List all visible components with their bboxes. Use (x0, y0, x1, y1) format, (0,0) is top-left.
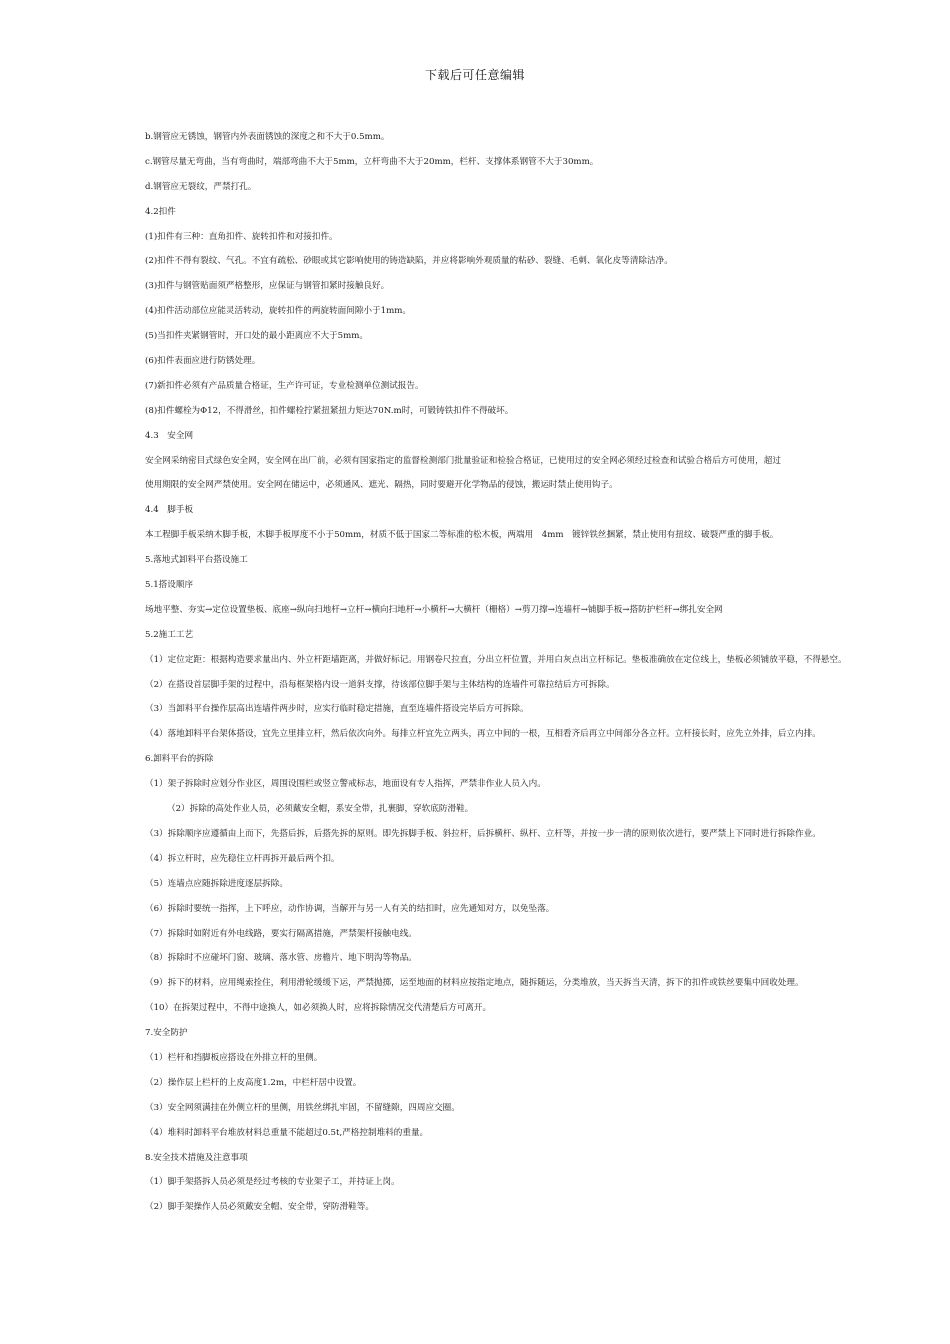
text-line: （2）操作层上栏杆的上皮高度1.2m，中栏杆居中设置。 (145, 1077, 362, 1088)
section-heading: 4.3 安全网 (145, 430, 194, 441)
section-heading: 8.安全技术措施及注意事项 (145, 1152, 248, 1163)
page-header: 下载后可任意编辑 (424, 68, 525, 82)
text-line: （6）拆除时要统一指挥，上下呼应，动作协调，当解开与另一人有关的结扣时，应先通知对方，以免坠落。 (145, 903, 555, 914)
text-line: （2）拆除的高处作业人员，必须戴安全帽，系安全带，扎裹脚，穿软底防滑鞋。 (167, 804, 474, 815)
text-line: (5)当扣件夹紧钢管时，开口处的最小距离应不大于5mm。 (145, 331, 369, 342)
text-line: （2）在搭设首层脚手架的过程中，沿每框架格内设一道斜支撑，待该部位脚手架与主体结构的连墙件可靠拉结后方可拆除。 (145, 679, 615, 690)
text-line: 使用期限的安全网严禁使用。安全网在储运中，必须通风、遮光、隔热，同时要避开化学物品的侵蚀，搬运时禁止使用钩子。 (145, 480, 618, 491)
text-line: （4）落地卸料平台架体搭设，宜先立里排立杆，然后依次向外。每排立杆宜先立两头，再立中间的一根，互相看齐后再立中间部分各立杆。立杆接长时，应先立外排，后立内排。 (145, 729, 821, 740)
section-heading: 5.1搭设顺序 (145, 580, 194, 591)
text-line: （4）拆立杆时，应先稳住立杆再拆开最后两个扣。 (145, 853, 340, 864)
text-line: （4）堆料时卸料平台堆放材料总重量不能超过0.5t,严格控制堆料的重量。 (145, 1127, 429, 1138)
text-line: 场地平整、夯实→定位设置垫板、底座→纵向扫地杆→立杆→横向扫地杆→小横杆→大横杆（栅格）→剪刀撑→连墙杆→铺脚手板→搭防护栏杆→绑扎安全网 (145, 604, 723, 615)
section-heading: 4.4 脚手板 (145, 505, 194, 516)
section-heading: 5.2施工工艺 (145, 629, 194, 640)
text-line: （9）拆下的材料，应用绳索拴住，利用滑轮缓缓下运，严禁抛掷，运至地面的材料应按指定地点，随拆随运，分类堆放，当天拆当天清，拆下的扣件或铁丝要集中回收处理。 (145, 978, 804, 989)
text-line: （1）定位定距：根据构造要求量出内、外立杆距墙距离，并做好标记。用钢卷尺拉直，分出立杆位置，并用白灰点出立杆标记。垫板准确放在定位线上，垫板必须铺放平稳，不得悬空。 (145, 654, 847, 665)
text-line: d.钢管应无裂纹，严禁打孔。 (145, 181, 257, 192)
body-text (145, 132, 945, 1227)
section-heading: 7.安全防护 (145, 1028, 188, 1039)
text-line: c.钢管尽量无弯曲，当有弯曲时，端部弯曲不大于5mm，立杆弯曲不大于20mm，栏杆、支撑体系钢管不大于30mm。 (145, 156, 599, 167)
text-line: （2）脚手架操作人员必须戴安全帽、安全带，穿防滑鞋等。 (145, 1202, 374, 1213)
section-heading: 4.2扣件 (145, 206, 176, 217)
text-line: (1)扣件有三种：直角扣件、旋转扣件和对接扣件。 (145, 231, 338, 242)
text-line: （8）拆除时不应碰坏门窗、玻璃、落水管、房檐片、地下明沟等物品。 (145, 953, 417, 964)
text-line: （7）拆除时如附近有外电线路，要实行隔离措施，严禁架杆接触电线。 (145, 928, 417, 939)
text-line: (7)新扣件必须有产品质量合格证，生产许可证，专业检测单位测试报告。 (145, 380, 424, 391)
text-line: (6)扣件表面应进行防锈处理。 (145, 356, 261, 367)
text-line: （1）栏杆和挡脚板应搭设在外排立杆的里侧。 (145, 1052, 323, 1063)
text-line: （1）架子拆除时应划分作业区，周围设围栏或竖立警戒标志，地面设有专人指挥，严禁非作业人员入内。 (145, 779, 546, 790)
text-line: （10）在拆架过程中，不得中途换人，如必须换人时，应将拆除情况交代清楚后方可离开。 (145, 1003, 492, 1014)
text-line: (4)扣件活动部位应能灵活转动，旋转扣件的两旋转面间隙小于1mm。 (145, 306, 411, 317)
text-line: b.钢管应无锈蚀，钢管内外表面锈蚀的深度之和不大于0.5mm。 (145, 132, 390, 142)
text-line: (2)扣件不得有裂纹、气孔。不宜有疏松、砂眼或其它影响使用的铸造缺陷，并应将影响外观质量的粘砂、裂缝、毛刺、氧化皮等清除洁净。 (145, 256, 673, 267)
section-heading: 6.卸料平台的拆除 (145, 754, 214, 765)
text-line: （3）安全网须满挂在外侧立杆的里侧，用铁丝绑扎牢固，不留缝隙，四周应交圈。 (145, 1102, 460, 1113)
text-line: （1）脚手架搭拆人员必须是经过考核的专业架子工，并持证上岗。 (145, 1177, 400, 1188)
text-line: 本工程脚手板采纳木脚手板，木脚手板厚度不小于50mm，材质不低于国家二等标准的松木板，两端用 4mm 镀锌铁丝捆紧，禁止使用有扭纹、破裂严重的脚手板。 (145, 530, 779, 541)
text-line: (3)扣件与钢管贴面须严格整形，应保证与钢管扣紧时接触良好。 (145, 281, 390, 292)
text-line: (8)扣件螺栓为Φ12，不得滑丝，扣件螺栓拧紧扭紧扭力矩达70N.m时，可锻铸铁扣件不得破坏。 (145, 405, 514, 416)
text-line: （5）连墙点应随拆除进度逐层拆除。 (145, 878, 288, 889)
text-line: （3）拆除顺序应遵循由上而下，先搭后拆，后搭先拆的原则。即先拆脚手板、斜拉杆，后拆横杆、纵杆、立杆等，并按一步一清的原则依次进行，要严禁上下同时进行拆除作业。 (145, 828, 821, 839)
text-line: （3）当卸料平台操作层高出连墙件两步时，应实行临时稳定措施，直至连墙件搭设完毕后方可拆除。 (145, 704, 529, 715)
text-line: 安全网采纳密目式绿色安全网，安全网在出厂前，必须有国家指定的监督检测部门批量验证和检验合格证，已使用过的安全网必须经过检查和试验合格后方可使用，超过 (145, 455, 781, 466)
section-heading: 5.落地式卸料平台搭设施工 (145, 555, 248, 566)
